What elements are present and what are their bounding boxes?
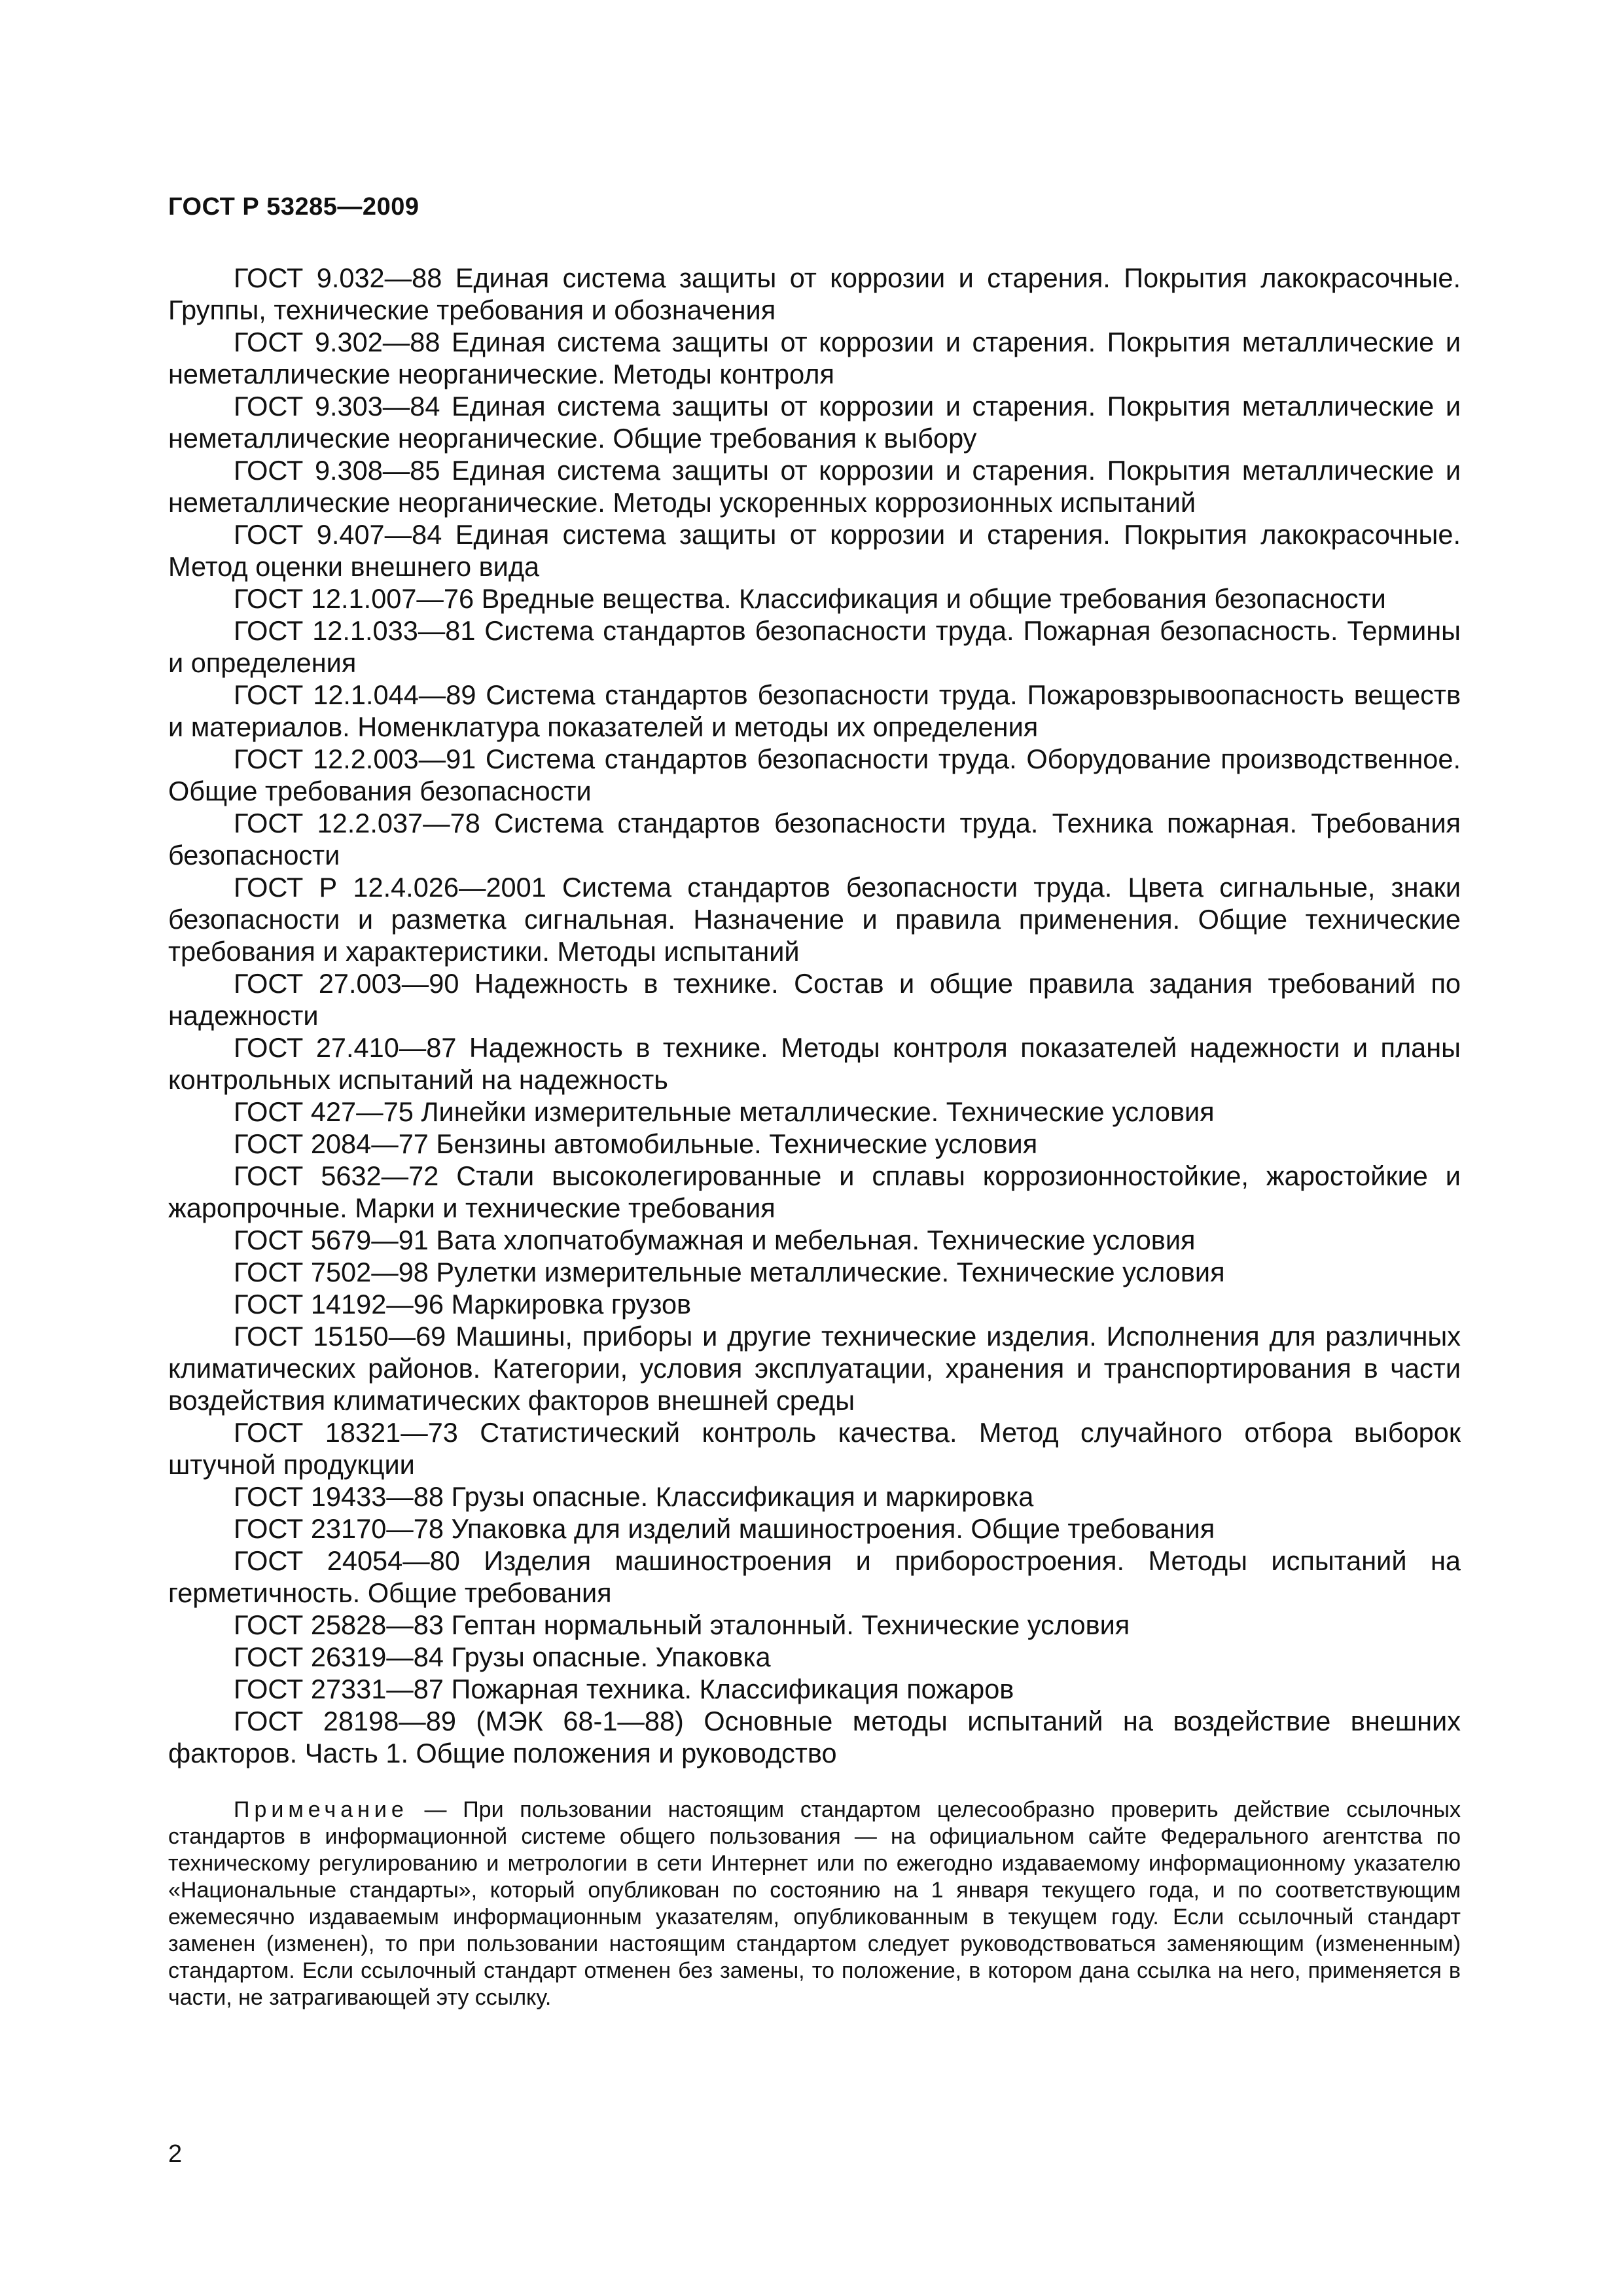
reference-item: ГОСТ 28198—89 (МЭК 68-1—88) Основные методы испытаний на воздействие внешних факторов. Часть 1. Общие положения и руководство [168, 1706, 1461, 1768]
reference-item: ГОСТ 19433—88 Грузы опасные. Классификация и маркировка [234, 1481, 1034, 1512]
reference-item: ГОСТ 5632—72 Стали высоколегированные и сплавы коррозионностойкие, жаростойкие и жаропрочные. Марки и технические требования [168, 1160, 1461, 1223]
reference-item: ГОСТ 5679—91 Вата хлопчатобумажная и мебельная. Технические условия [234, 1225, 1196, 1255]
note-paragraph [168, 1797, 1461, 2011]
reference-item: ГОСТ 18321—73 Статистический контроль качества. Метод случайного отбора выборок штучной продукции [168, 1417, 1461, 1480]
reference-item: ГОСТ 12.1.044—89 Система стандартов безопасности труда. Пожаровзрывоопасность веществ и материалов. Номенклатура показателей и методы их определения [168, 679, 1461, 742]
reference-item: ГОСТ 12.2.037—78 Система стандартов безопасности труда. Техника пожарная. Требования безопасности [168, 808, 1461, 870]
reference-item: ГОСТ 27.003—90 Надежность в технике. Состав и общие правила задания требований по надежности [168, 968, 1461, 1031]
reference-item: ГОСТ 12.1.007—76 Вредные вещества. Классификация и общие требования безопасности [234, 583, 1386, 614]
reference-item: ГОСТ 9.407—84 Единая система защиты от коррозии и старения. Покрытия лакокрасочные. Метод оценки внешнего вида [168, 519, 1461, 582]
reference-item: ГОСТ Р 12.4.026—2001 Система стандартов безопасности труда. Цвета сигнальные, знаки безопасности и разметка сигнальная. Назначение и правила применения. Общие технические требования и характеристики. Методы испытаний [168, 872, 1461, 967]
reference-item: ГОСТ 26319—84 Грузы опасные. Упаковка [234, 1641, 771, 1672]
reference-item: ГОСТ 427—75 Линейки измерительные металлические. Технические условия [234, 1096, 1215, 1127]
reference-item: ГОСТ 9.303—84 Единая система защиты от коррозии и старения. Покрытия металлические и неметаллические неорганические. Общие требования к выбору [168, 391, 1461, 454]
reference-item: ГОСТ 7502—98 Рулетки измерительные металлические. Технические условия [234, 1257, 1225, 1287]
reference-item: ГОСТ 9.302—88 Единая система защиты от коррозии и старения. Покрытия металлические и неметаллические неорганические. Методы контроля [168, 327, 1461, 389]
normative-references-list [168, 262, 1461, 1769]
reference-item: ГОСТ 25828—83 Гептан нормальный эталонный. Технические условия [234, 1609, 1130, 1640]
reference-item: ГОСТ 15150—69 Машины, приборы и другие технические изделия. Исполнения для различных климатических районов. Категории, условия эксплуатации, хранения и транспортирования в части воздействия климатических факторов внешней среды [168, 1321, 1461, 1416]
reference-item: ГОСТ 24054—80 Изделия машиностроения и приборостроения. Методы испытаний на герметичность. Общие требования [168, 1545, 1461, 1608]
note-label: Примечание [234, 1797, 408, 1822]
reference-item: ГОСТ 27.410—87 Надежность в технике. Методы контроля показателей надежности и планы контрольных испытаний на надежность [168, 1032, 1461, 1095]
reference-item: ГОСТ 9.308—85 Единая система защиты от коррозии и старения. Покрытия металлические и неметаллические неорганические. Методы ускоренных коррозионных испытаний [168, 455, 1461, 518]
reference-item: ГОСТ 12.2.003—91 Система стандартов безопасности труда. Оборудование производственное. Общие требования безопасности [168, 744, 1461, 806]
reference-item: ГОСТ 12.1.033—81 Система стандартов безопасности труда. Пожарная безопасность. Термины и определения [168, 615, 1461, 678]
note-text: При пользовании настоящим стандартом целесообразно проверить действие ссылочных стандартов в информационной системе общего пользования — на официальном сайте Федерального агентства по техническому регулированию и метрологии в сети Интернет или по ежегодно издаваемому информационному указателю «Национальные стандарты», который опубликован по состоянию на 1 января текущего года, и по соответствующим ежемесячно издаваемым информационным указателям, опубликованным в текущем году. Если ссылочный стандарт заменен (изменен), то при пользовании настоящим стандартом следует руководствоваться заменяющим (измененным) стандартом. Если ссылочный стандарт отменен без замены, то положение, в котором дана ссылка на него, применяется в части, не затрагивающей эту ссылку. [168, 1797, 1461, 2010]
reference-item: ГОСТ 27331—87 Пожарная техника. Классификация пожаров [234, 1674, 1014, 1704]
reference-item: ГОСТ 9.032—88 Единая система защиты от коррозии и старения. Покрытия лакокрасочные. Группы, технические требования и обозначения [168, 262, 1461, 325]
reference-item: ГОСТ 14192—96 Маркировка грузов [234, 1289, 692, 1319]
reference-item: ГОСТ 2084—77 Бензины автомобильные. Технические условия [234, 1128, 1038, 1159]
note-block [168, 1797, 1461, 2011]
page-number: 2 [168, 2140, 183, 2168]
document-code-header: ГОСТ Р 53285—2009 [168, 193, 419, 221]
reference-item: ГОСТ 23170—78 Упаковка для изделий машиностроения. Общие требования [234, 1513, 1215, 1544]
note-dash: — [408, 1797, 463, 1822]
